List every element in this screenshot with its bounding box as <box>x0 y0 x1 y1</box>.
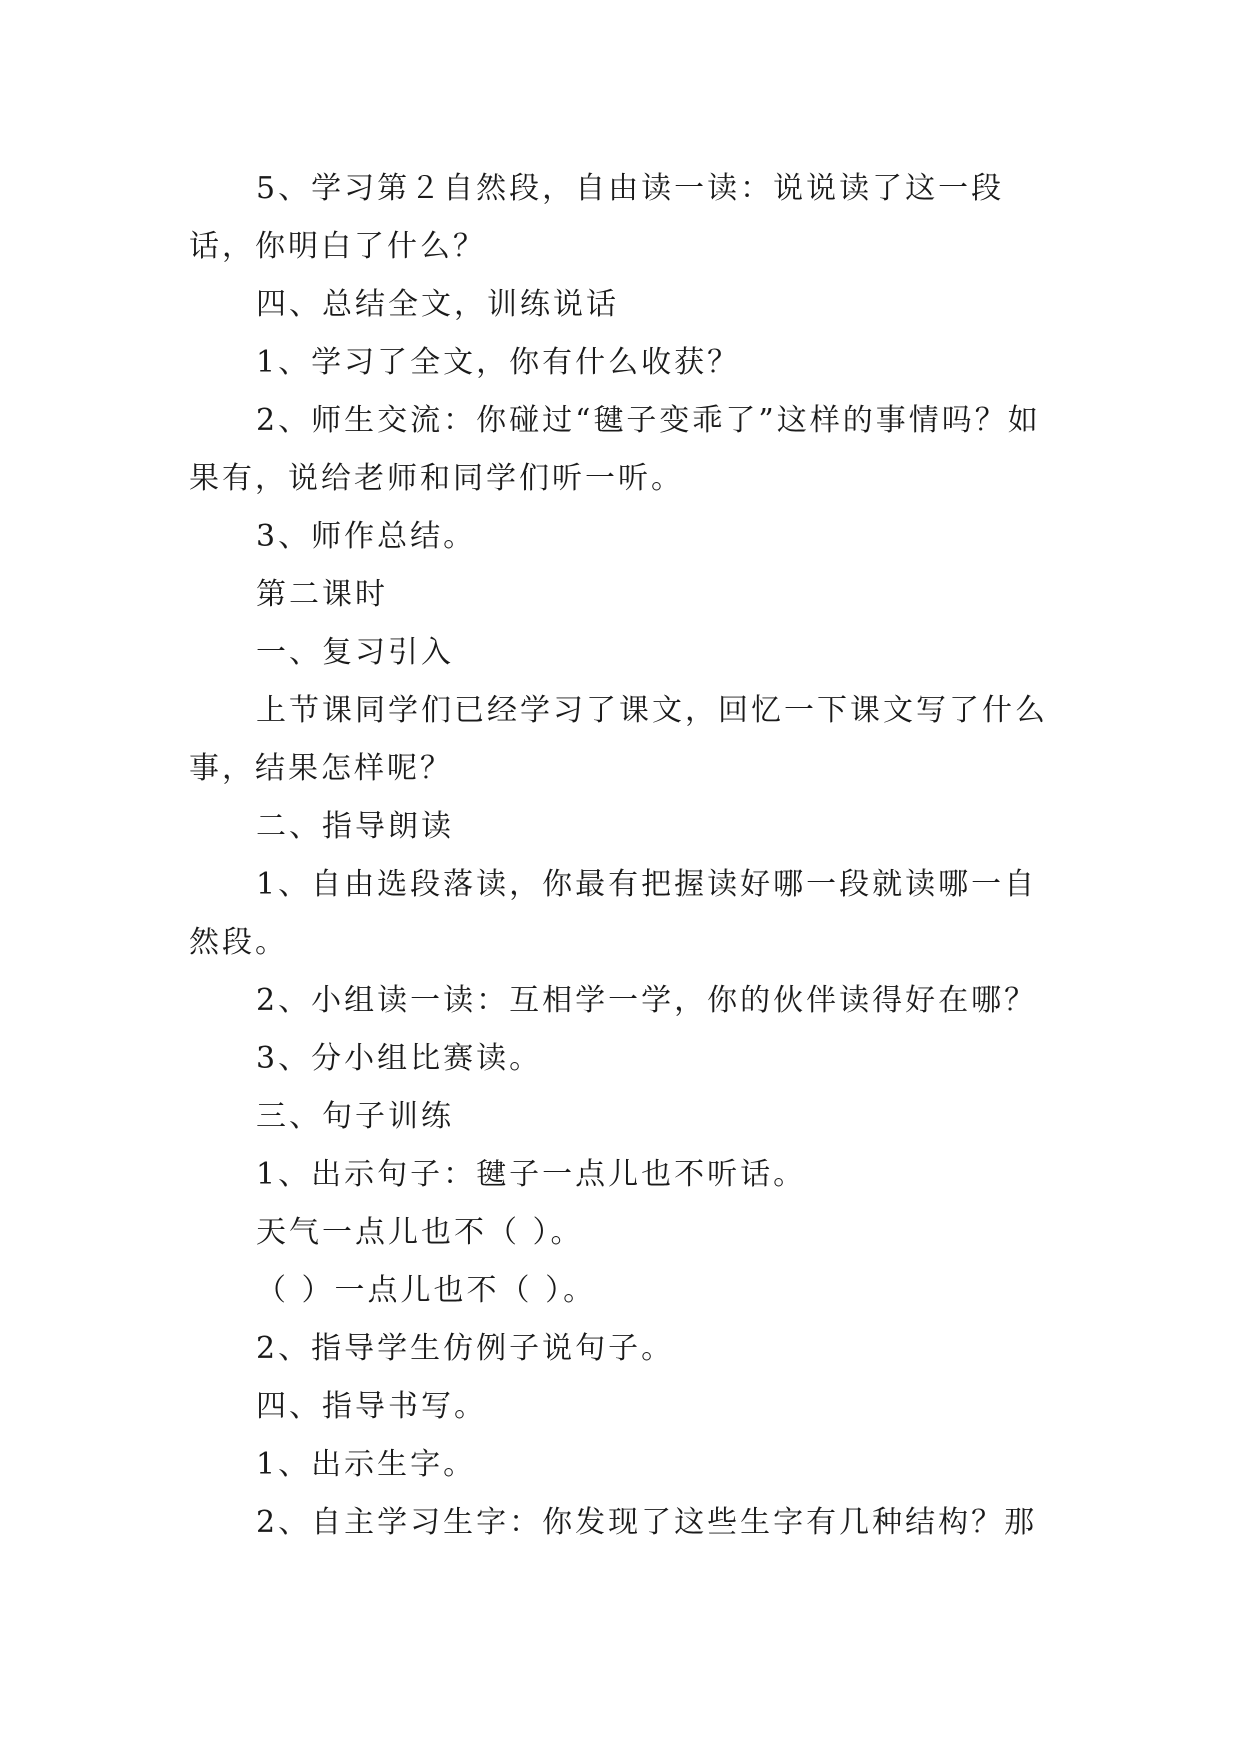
heading-summary: 四、总结全文，训练说话 <box>256 287 619 322</box>
heading-second-lesson: 第二课时 <box>256 577 388 612</box>
paragraph-weather-blank: 天气一点儿也不（ ）。 <box>256 1215 584 1250</box>
paragraph-step5-read: 5、学习第２自然段，自由读一读：说说读了这一段话，你明白了什么？ <box>189 171 1005 264</box>
document-body <box>189 160 1069 1552</box>
heading-sentence-training: 三、句子训练 <box>256 1099 454 1134</box>
paragraph-show-sentence: 1、出示句子：毽子一点儿也不听话。 <box>256 1157 807 1192</box>
paragraph-gains: 1、学习了全文，你有什么收获？ <box>256 345 741 380</box>
paragraph-show-characters: 1、出示生字。 <box>256 1447 477 1482</box>
paragraph-double-blank: （ ）一点儿也不（ ）。 <box>256 1273 597 1308</box>
paragraph-reading-contest: 3、分小组比赛读。 <box>256 1041 543 1076</box>
paragraph-group-reading: 2、小组读一读：互相学一学，你的伙伴读得好在哪？ <box>256 983 1038 1018</box>
paragraph-free-reading: 1、自由选段落读，你最有把握读好哪一段就读哪一自然段。 <box>189 867 1038 960</box>
heading-writing-guidance: 四、指导书写。 <box>256 1389 487 1424</box>
paragraph-recall: 上节课同学们已经学习了课文，回忆一下课文写了什么事，结果怎样呢？ <box>189 693 1048 786</box>
paragraph-teacher-summary: 3、师作总结。 <box>256 519 477 554</box>
heading-review: 一、复习引入 <box>256 635 454 670</box>
paragraph-self-study: 2、自主学习生字：你发现了这些生字有几种结构？那 <box>256 1505 1038 1540</box>
heading-reading-guidance: 二、指导朗读 <box>256 809 454 844</box>
paragraph-imitate-sentence: 2、指导学生仿例子说句子。 <box>256 1331 675 1366</box>
paragraph-exchange: 2、师生交流：你碰过“毽子变乖了”这样的事情吗？如果有，说给老师和同学们听一听。 <box>189 403 1041 496</box>
